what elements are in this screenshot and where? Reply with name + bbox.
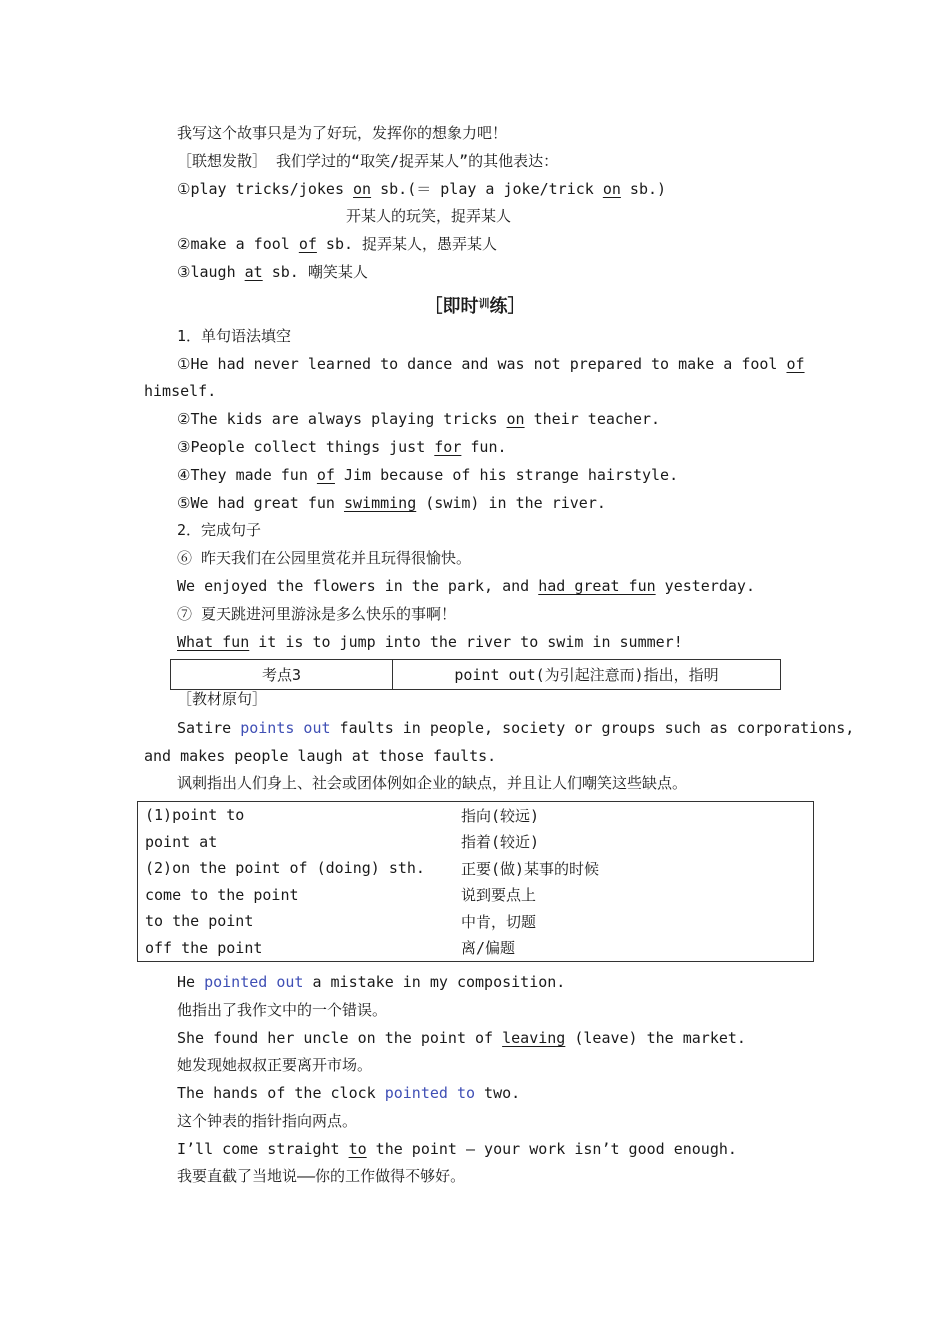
original-sentence-en-2: and makes people laugh at those faults.: [144, 747, 497, 765]
table-row: [138, 882, 814, 909]
sentence-text: the point — your work isn’t good enough.: [366, 1140, 737, 1158]
phrase-cn: 中肯，切题: [461, 912, 537, 931]
kaodian-title: point out(为引起注意而)指出，指明: [393, 660, 781, 690]
sentence-text: The hands of the clock: [177, 1084, 385, 1102]
heading-text: 练］: [489, 296, 526, 317]
expr-text: ①play tricks/jokes: [177, 180, 354, 198]
highlight-phrase: points out: [240, 719, 331, 737]
phrase-en: (2)on the point of (doing) sth.: [145, 859, 425, 878]
question-text: ⑤We had great fun: [177, 494, 344, 512]
phrase-en: (1)point to: [145, 806, 245, 825]
question-3: [177, 437, 507, 457]
expr-text: sb.(＝ play a joke/trick: [371, 180, 603, 198]
blank-answer: on: [353, 180, 372, 198]
expr-text: sb. 嘲笑某人: [262, 263, 368, 281]
heading-small-char: 训: [478, 297, 490, 310]
example-1-en: [177, 972, 565, 992]
blank-answer: of: [298, 235, 317, 253]
blank-answer: leaving: [502, 1029, 566, 1047]
phrase-en: off the point: [145, 938, 263, 957]
table-row: [138, 802, 814, 829]
blank-answer: of: [786, 355, 805, 373]
blank-answer: swimming: [343, 494, 417, 512]
blank-answer: to: [348, 1140, 367, 1158]
kaodian-label: 考点3: [171, 660, 393, 690]
association-line: ［联想发散］ 我们学过的“取笑/捉弄某人”的其他表达：: [177, 152, 559, 170]
expression-1-meaning: 开某人的玩笑，捉弄某人: [346, 207, 512, 225]
example-2-cn: 她发现她叔叔正要离开市场。: [177, 1056, 373, 1074]
question-5: [177, 493, 606, 513]
expression-2: [177, 234, 497, 254]
highlight-phrase: pointed to: [384, 1084, 476, 1102]
question-text: ②The kids are always playing tricks: [177, 410, 507, 428]
question-7-english: [177, 632, 683, 652]
sentence-text: a mistake in my composition.: [303, 973, 566, 991]
phrase-en: point at: [145, 832, 218, 851]
table-row: [138, 935, 814, 962]
table-row: [138, 908, 814, 935]
sentence-text: faults in people, society or groups such as corporations,: [330, 719, 855, 737]
question-text: (swim) in the river.: [416, 494, 606, 512]
original-sentence-en-1: [177, 718, 854, 738]
example-1-cn: 他指出了我作文中的一个错误。: [177, 1001, 388, 1019]
sentence-text: Satire: [177, 719, 241, 737]
phrase-cn: 指向(较远): [461, 806, 540, 825]
blank-answer: on: [602, 180, 621, 198]
example-4-cn: 我要直截了当地说——你的工作做得不够好。: [177, 1167, 466, 1185]
blank-answer: for: [434, 438, 462, 456]
sentence-text: He: [177, 973, 205, 991]
phrase-cn: 指着(较近): [461, 833, 540, 852]
question-1-continued: himself.: [144, 382, 217, 400]
question-4: [177, 465, 678, 485]
phrase-cn: 正要(做)某事的时候: [461, 859, 600, 878]
sentence-text: I’ll come straight: [177, 1140, 349, 1158]
question-text: their teacher.: [524, 410, 661, 428]
expr-text: sb. 捉弄某人，愚弄某人: [316, 235, 498, 253]
phrase-cn: 离/偏题: [461, 939, 516, 958]
question-6-chinese: ⑥ 昨天我们在公园里赏花并且玩得很愉快。: [177, 549, 472, 567]
blank-answer: on: [506, 410, 525, 428]
question-1: [177, 354, 805, 374]
example-2-en: [177, 1028, 746, 1048]
intro-line-1: 我写这个故事只是为了好玩，发挥你的想象力吧！: [177, 124, 508, 142]
question-text: ①He had never learned to dance and was not prepared to make a fool: [177, 355, 787, 373]
blank-answer: at: [244, 263, 263, 281]
question-text: ④They made fun: [177, 466, 317, 484]
question-text: ③People collect things just: [177, 438, 435, 456]
example-3-cn: 这个钟表的指针指向两点。: [177, 1112, 358, 1130]
heading-text: ［即时: [424, 296, 479, 317]
table-row: [138, 829, 814, 856]
blank-answer: had great fun: [538, 577, 656, 595]
table-row: [138, 855, 814, 882]
section-1-title: 1．单句语法填空: [177, 327, 292, 345]
highlight-phrase: pointed out: [204, 973, 304, 991]
blank-answer: of: [316, 466, 335, 484]
example-3-en: [177, 1083, 520, 1103]
phrase-en: come to the point: [145, 885, 299, 904]
expr-text: ②make a fool: [177, 235, 299, 253]
kaodian-table: [170, 659, 781, 690]
question-2: [177, 409, 660, 429]
sentence-text: (leave) the market.: [565, 1029, 746, 1047]
phrase-cn: 说到要点上: [461, 886, 537, 905]
question-text: yesterday.: [655, 577, 755, 595]
practice-heading: [0, 292, 950, 319]
expr-text: ③laugh: [177, 263, 245, 281]
sentence-text: She found her uncle on the point of: [177, 1029, 503, 1047]
question-text: it is to jump into the river to swim in summer!: [249, 633, 683, 651]
question-7-chinese: ⑦ 夏天跳进河里游泳是多么快乐的事啊！: [177, 605, 457, 623]
example-4-en: [177, 1139, 737, 1159]
question-6-english: [177, 576, 755, 596]
expr-text: sb.): [620, 180, 667, 198]
blank-answer: What fun: [177, 633, 250, 651]
phrase-table: [137, 801, 814, 962]
question-text: We enjoyed the flowers in the park, and: [177, 577, 539, 595]
question-text: fun.: [461, 438, 507, 456]
section-2-title: 2．完成句子: [177, 521, 262, 539]
original-sentence-label: ［教材原句］: [177, 690, 268, 708]
question-text: Jim because of his strange hairstyle.: [334, 466, 679, 484]
original-sentence-cn: 讽刺指出人们身上、社会或团体例如企业的缺点，并且让人们嘲笑这些缺点。: [177, 774, 688, 792]
expression-1: [177, 179, 666, 199]
expression-3: [177, 262, 368, 282]
sentence-text: two.: [475, 1084, 521, 1102]
phrase-en: to the point: [145, 912, 254, 931]
